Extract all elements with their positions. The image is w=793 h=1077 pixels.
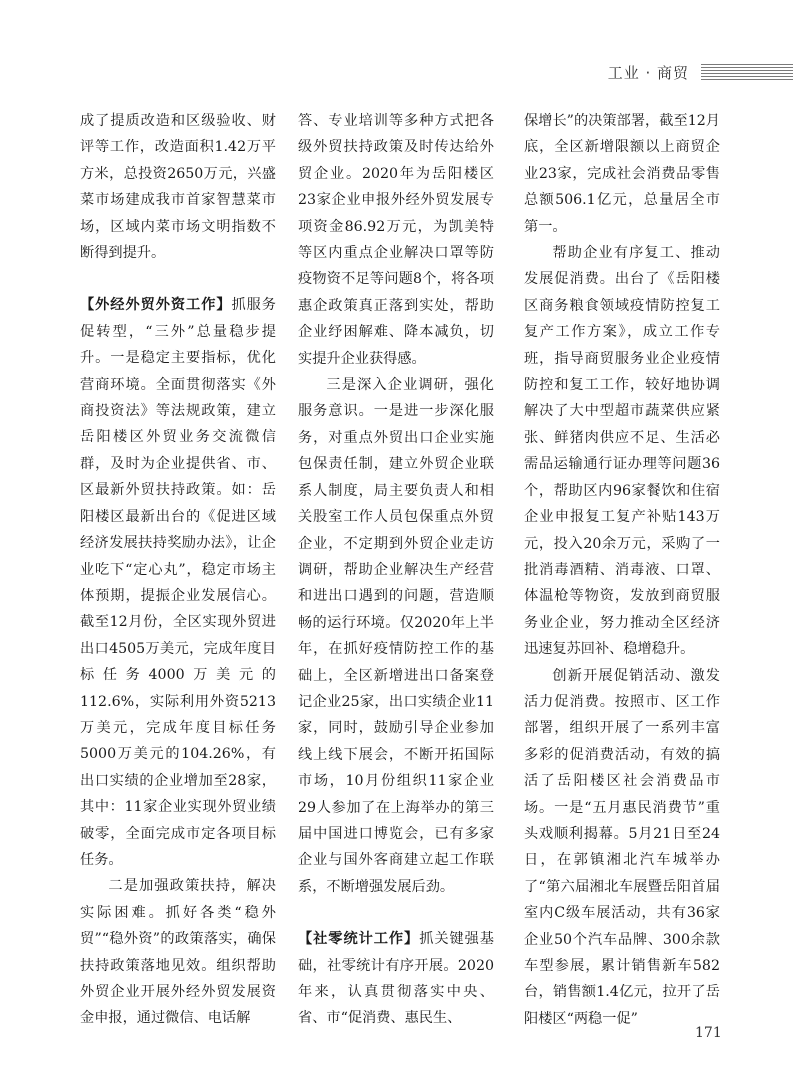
paragraph [298,372,494,900]
paragraph [298,108,494,372]
paragraph [80,108,276,266]
paragraph-text: 抓关键强基础，社零统计有序开展。2020年来，认真贯彻落实中央、省、市“促消费、惠民生、 [298,931,494,1027]
paragraph [524,108,720,240]
paragraph-text: 二是加强政策扶持，解决实际困难。抓好各类“稳外贸”“稳外资”的政策落实，确保扶持政策落地见效。组织帮助外贸企业开展外经外贸发展资金申报，通过微信、电话解 [80,878,276,1027]
section-heading-retail-statistics: 【社零统计工作】 [298,931,420,948]
running-header-section-title: 工业 · 商贸 [607,64,689,82]
text-column-3 [524,108,720,1032]
section-paragraph-foreign-trade [80,292,276,873]
header-decorative-bars [701,64,793,80]
paragraph-text: 抓服务促转型，“三外”总量稳步提升。一是稳定主要指标，优化营商环境。全面贯彻落实《外商投资法》等法规政策，建立岳阳楼区外贸业务交流微信群，及时为企业提供省、市、区最新外贸扶持政策。如：岳阳楼区最新出台的《促进区域经济发展扶持奖励办法》，让企业吃下“定心丸”，稳定市场主体预期，提振企业发展信心。截至12月份，全区实现外贸进出口4505万美元，完成年度目标任务4000万美元的112.6%，实际利用外资5213万美元，完成年度目标任务5000万美元的104.26%，有出口实绩的企业增加至28家，其中：11家企业实现外贸业绩破零，全面完成市定各项目标任务。 [80,297,276,868]
paragraph [524,663,720,1033]
paragraph [80,873,276,1031]
text-column-1 [80,108,276,1032]
text-column-2 [298,108,494,1032]
section-heading-foreign-trade: 【外经外贸外资工作】 [80,297,232,314]
paragraph-text: 三是深入企业调研，强化服务意识。一是进一步深化服务，对重点外贸出口企业实施包保责任制，建立外贸企业联系人制度，局主要负责人和相关股室工作人员包保重点外贸企业，不定期到外贸企业走访调研，帮助企业解决生产经营和进出口遇到的问题，营造顺畅的运行环境。仅2020年上半年，在抓好疫情防控工作的基础上，全区新增进出口备案登记企业25家，出口实绩企业11家，同时，鼓励引导企业参加线上线下展会，不断开拓国际市场，10月份组织11家企业29人参加了在上海举办的第三届中国进口博览会，已有多家企业与国外客商建立起工作联系，不断增强发展后劲。 [298,377,494,895]
page-number: 171 [695,1025,722,1041]
paragraph-text: 成了提质改造和区级验收、财评等工作，改造面积1.42万平方米，总投资2650万元，兴盛菜市场建成我市首家智慧菜市场，区域内菜市场文明指数不断得到提升。 [80,113,276,262]
paragraph-text: 保增长”的决策部署，截至12月底，全区新增限额以上商贸企业23家，完成社会消费品零售总额506.1亿元，总量居全市第一。 [524,113,720,235]
section-paragraph-retail-statistics [298,926,494,1032]
paragraph [524,240,720,663]
paragraph-text: 帮助企业有序复工、推动发展促消费。出台了《岳阳楼区商务粮食领域疫情防控复工复产工作方案》，成立工作专班，指导商贸服务业企业疫情防控和复工工作，较好地协调解决了大中型超市蔬菜供应紧张、鲜猪肉供应不足、生活必需品运输通行证办理等问题36个，帮助区内96家餐饮和住宿企业申报复工复产补贴143万元，投入20余万元，采购了一批消毒酒精、消毒液、口罩、体温枪等物资，发放到商贸服务业企业，努力推动全区经济迅速复苏回补、稳增稳升。 [524,245,720,658]
paragraph-text: 答、专业培训等多种方式把各级外贸扶持政策及时传达给外贸企业。2020年为岳阳楼区23家企业申报外经外贸发展专项资金86.92万元，为凯美特等区内重点企业解决口罩等防疫物资不足等问题8个，将各项惠企政策真正落到实处，帮助企业纾困解难、降本减负，切实提升企业获得感。 [298,113,494,367]
paragraph-text: 创新开展促销活动、激发活力促消费。按照市、区工作部署，组织开展了一系列丰富多彩的促消费活动，有效的搞活了岳阳楼区社会消费品市场。一是“五月惠民消费节”重头戏顺利揭幕。5月21日至24日，在郭镇湘北汽车城举办了“第六届湘北车展暨岳阳首届室内C级车展活动，共有36家企业50个汽车品牌、300余款车型参展，累计销售新车582台，销售额1.4亿元，拉开了岳阳楼区“两稳一促” [524,667,720,1027]
